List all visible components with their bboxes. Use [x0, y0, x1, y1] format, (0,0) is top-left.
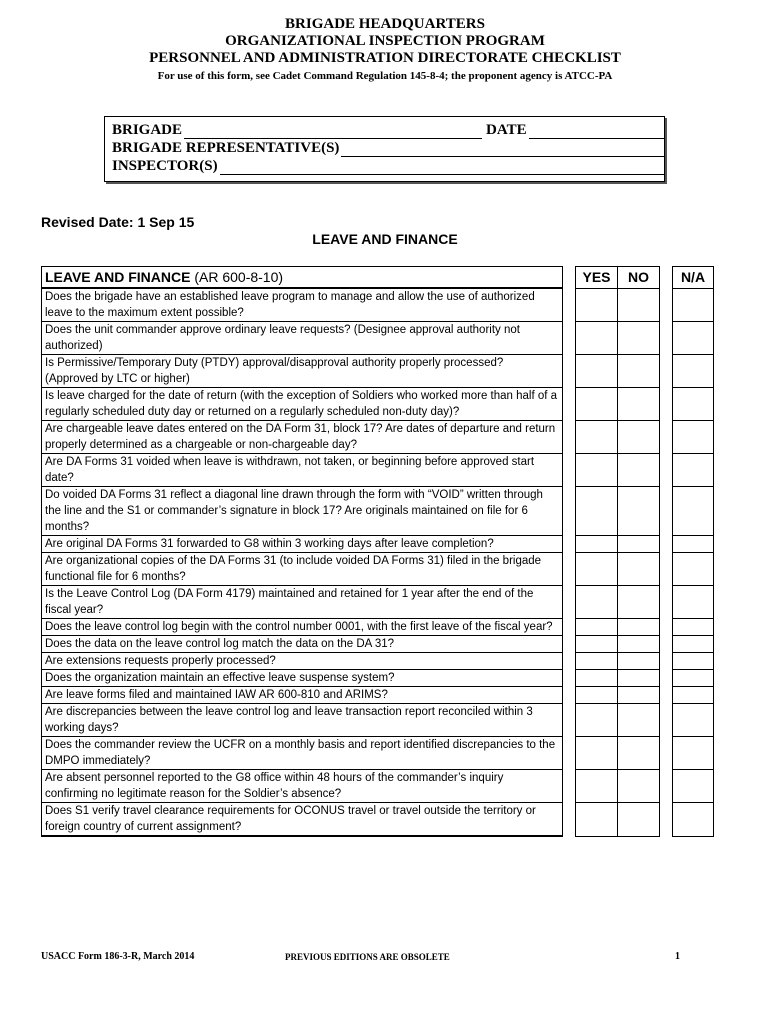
- no-cell[interactable]: [618, 653, 660, 670]
- table-row: [42, 704, 714, 737]
- no-cell[interactable]: [618, 553, 660, 586]
- table-heading-title: LEAVE AND FINANCE: [45, 269, 191, 285]
- yes-cell[interactable]: [576, 421, 618, 454]
- form-id: USACC Form 186-3-R, March 2014: [41, 951, 195, 962]
- table-row: [42, 770, 714, 803]
- column-gap: [660, 454, 673, 487]
- column-gap: [563, 770, 576, 803]
- representative-field[interactable]: [341, 142, 664, 157]
- question-text: Are leave forms filed and maintained IAW AR 600-810 and ARIMS?: [42, 687, 563, 704]
- no-cell[interactable]: [618, 670, 660, 687]
- question-text: Does the commander review the UCFR on a monthly basis and report identified discrepancies to the DMPO immediately?: [42, 737, 563, 770]
- na-cell[interactable]: [673, 355, 714, 388]
- na-cell[interactable]: [673, 553, 714, 586]
- table-heading: [42, 267, 563, 289]
- yes-cell[interactable]: [576, 288, 618, 322]
- header-subline: For use of this form, see Cadet Command Regulation 145-8-4; the proponent agency is ATCC-PA: [157, 70, 613, 82]
- na-cell[interactable]: [673, 737, 714, 770]
- column-gap: [563, 454, 576, 487]
- date-label: DATE: [486, 122, 527, 138]
- column-gap: [660, 586, 673, 619]
- no-cell[interactable]: [618, 388, 660, 421]
- yes-cell[interactable]: [576, 636, 618, 653]
- table-row: [42, 536, 714, 553]
- column-gap: [563, 487, 576, 536]
- page-number: 1: [675, 951, 680, 962]
- brigade-row: [112, 121, 664, 139]
- yes-cell[interactable]: [576, 803, 618, 837]
- inspector-label: INSPECTOR(S): [112, 158, 218, 174]
- na-cell[interactable]: [673, 687, 714, 704]
- question-text: Are extensions requests properly processed?: [42, 653, 563, 670]
- question-text: Does the data on the leave control log match the data on the DA 31?: [42, 636, 563, 653]
- header-line-1: BRIGADE HEADQUARTERS: [285, 16, 485, 32]
- question-text: Are discrepancies between the leave control log and leave transaction report reconciled within 3 working days?: [42, 704, 563, 737]
- column-header-no: NO: [618, 267, 660, 289]
- column-gap: [660, 803, 673, 837]
- question-text: Are DA Forms 31 voided when leave is withdrawn, not taken, or beginning before approved start date?: [42, 454, 563, 487]
- yes-cell[interactable]: [576, 586, 618, 619]
- column-gap: [563, 636, 576, 653]
- column-gap: [563, 355, 576, 388]
- column-gap: [660, 322, 673, 355]
- column-gap: [563, 267, 576, 289]
- table-row: [42, 487, 714, 536]
- column-gap: [660, 670, 673, 687]
- date-field[interactable]: [529, 124, 664, 139]
- column-gap: [563, 421, 576, 454]
- column-gap: [660, 421, 673, 454]
- column-gap: [660, 737, 673, 770]
- na-cell[interactable]: [673, 421, 714, 454]
- yes-cell[interactable]: [576, 355, 618, 388]
- column-gap: [563, 670, 576, 687]
- question-text: Is Permissive/Temporary Duty (PTDY) approval/disapproval authority properly processed? (Approved by LTC or higher): [42, 355, 563, 388]
- question-text: Do voided DA Forms 31 reflect a diagonal line drawn through the form with “VOID” written through the line and the S1 or commander’s signature in block 17? Are originals maintained on file for 6 months?: [42, 487, 563, 536]
- column-gap: [563, 653, 576, 670]
- table-row: [42, 355, 714, 388]
- table-row: [42, 586, 714, 619]
- na-cell[interactable]: [673, 322, 714, 355]
- no-cell[interactable]: [618, 619, 660, 636]
- yes-cell[interactable]: [576, 670, 618, 687]
- yes-cell[interactable]: [576, 770, 618, 803]
- yes-cell[interactable]: [576, 553, 618, 586]
- column-gap: [660, 653, 673, 670]
- question-text: Does the brigade have an established leave program to manage and allow the use of authorized leave to the maximum extent possible?: [42, 288, 563, 322]
- table-row: [42, 553, 714, 586]
- yes-cell[interactable]: [576, 536, 618, 553]
- yes-cell[interactable]: [576, 687, 618, 704]
- column-gap: [563, 388, 576, 421]
- question-text: Does the organization maintain an effective leave suspense system?: [42, 670, 563, 687]
- column-gap: [660, 687, 673, 704]
- column-gap: [660, 704, 673, 737]
- column-gap: [563, 322, 576, 355]
- no-cell[interactable]: [618, 737, 660, 770]
- no-cell[interactable]: [618, 322, 660, 355]
- table-header-row: [42, 267, 714, 289]
- table-row: [42, 687, 714, 704]
- representative-row: [112, 139, 664, 157]
- no-cell[interactable]: [618, 288, 660, 322]
- na-cell[interactable]: [673, 388, 714, 421]
- table-row: [42, 388, 714, 421]
- header-line-3: PERSONNEL AND ADMINISTRATION DIRECTORATE CHECKLIST: [149, 50, 621, 66]
- na-cell[interactable]: [673, 770, 714, 803]
- table-row: [42, 288, 714, 322]
- column-gap: [660, 536, 673, 553]
- section-title: LEAVE AND FINANCE: [312, 231, 458, 247]
- question-text: Does S1 verify travel clearance requirements for OCONUS travel or travel outside the territory or foreign country of current assignment?: [42, 803, 563, 837]
- no-cell[interactable]: [618, 355, 660, 388]
- editions-note: PREVIOUS EDITIONS ARE OBSOLETE: [285, 952, 450, 962]
- question-text: Are absent personnel reported to the G8 office within 48 hours of the commander’s inquiry confirming no legitimate reason for the Soldier’s absence?: [42, 770, 563, 803]
- table-row: [42, 653, 714, 670]
- column-gap: [563, 553, 576, 586]
- form-header: [0, 16, 770, 84]
- no-cell[interactable]: [618, 586, 660, 619]
- column-gap: [563, 737, 576, 770]
- column-gap: [660, 770, 673, 803]
- column-header-yes: YES: [576, 267, 618, 289]
- column-gap: [660, 553, 673, 586]
- column-header-na: N/A: [673, 267, 714, 289]
- na-cell[interactable]: [673, 586, 714, 619]
- revised-date: Revised Date: 1 Sep 15: [41, 214, 195, 230]
- column-gap: [563, 704, 576, 737]
- table-row: [42, 636, 714, 653]
- table-row: [42, 737, 714, 770]
- column-gap: [660, 487, 673, 536]
- yes-cell[interactable]: [576, 454, 618, 487]
- no-cell[interactable]: [618, 487, 660, 536]
- na-cell[interactable]: [673, 653, 714, 670]
- table-row: [42, 670, 714, 687]
- table-row: [42, 322, 714, 355]
- no-cell[interactable]: [618, 421, 660, 454]
- na-cell[interactable]: [673, 454, 714, 487]
- na-cell[interactable]: [673, 704, 714, 737]
- yes-cell[interactable]: [576, 487, 618, 536]
- no-cell[interactable]: [618, 803, 660, 837]
- header-line-2: ORGANIZATIONAL INSPECTION PROGRAM: [225, 33, 545, 49]
- column-gap: [563, 536, 576, 553]
- yes-cell[interactable]: [576, 388, 618, 421]
- column-gap: [660, 288, 673, 322]
- na-cell[interactable]: [673, 536, 714, 553]
- question-text: Is leave charged for the date of return (with the exception of Soldiers who worked more than half of a regularly scheduled duty day or returned on a regularly scheduled non-duty day)?: [42, 388, 563, 421]
- yes-cell[interactable]: [576, 653, 618, 670]
- na-cell[interactable]: [673, 288, 714, 322]
- column-gap: [563, 586, 576, 619]
- yes-cell[interactable]: [576, 737, 618, 770]
- table-row: [42, 619, 714, 636]
- column-gap: [563, 687, 576, 704]
- inspection-info-box: [104, 116, 665, 182]
- yes-cell[interactable]: [576, 704, 618, 737]
- table-row: [42, 454, 714, 487]
- question-text: Are organizational copies of the DA Forms 31 (to include voided DA Forms 31) filed in the brigade functional file for 6 months?: [42, 553, 563, 586]
- no-cell[interactable]: [618, 770, 660, 803]
- table-heading-reference: (AR 600-8-10): [190, 269, 284, 285]
- column-gap: [563, 288, 576, 322]
- column-gap: [660, 636, 673, 653]
- brigade-label: BRIGADE: [112, 122, 183, 138]
- question-text: Does the unit commander approve ordinary leave requests? (Designee approval authority not authorized): [42, 322, 563, 355]
- no-cell[interactable]: [618, 536, 660, 553]
- column-gap: [660, 388, 673, 421]
- na-cell[interactable]: [673, 487, 714, 536]
- na-cell[interactable]: [673, 803, 714, 837]
- na-cell[interactable]: [673, 619, 714, 636]
- na-cell[interactable]: [673, 670, 714, 687]
- no-cell[interactable]: [618, 636, 660, 653]
- column-gap: [660, 267, 673, 289]
- no-cell[interactable]: [618, 704, 660, 737]
- yes-cell[interactable]: [576, 322, 618, 355]
- question-text: Are original DA Forms 31 forwarded to G8 within 3 working days after leave completion?: [42, 536, 563, 553]
- table-row: [42, 803, 714, 837]
- inspector-field[interactable]: [220, 160, 664, 175]
- inspector-row: [112, 157, 664, 175]
- column-gap: [660, 619, 673, 636]
- representative-label: BRIGADE REPRESENTATIVE(S): [112, 140, 340, 156]
- no-cell[interactable]: [618, 454, 660, 487]
- checklist-table: [41, 266, 714, 837]
- column-gap: [660, 355, 673, 388]
- column-gap: [563, 619, 576, 636]
- question-text: Are chargeable leave dates entered on the DA Form 31, block 17? Are dates of departure and return properly determined as a chargeable or non-chargeable day?: [42, 421, 563, 454]
- table-row: [42, 421, 714, 454]
- question-text: Is the Leave Control Log (DA Form 4179) maintained and retained for 1 year after the end of the fiscal year?: [42, 586, 563, 619]
- yes-cell[interactable]: [576, 619, 618, 636]
- brigade-field[interactable]: [184, 124, 482, 139]
- no-cell[interactable]: [618, 687, 660, 704]
- column-gap: [563, 803, 576, 837]
- na-cell[interactable]: [673, 636, 714, 653]
- question-text: Does the leave control log begin with the control number 0001, with the first leave of the fiscal year?: [42, 619, 563, 636]
